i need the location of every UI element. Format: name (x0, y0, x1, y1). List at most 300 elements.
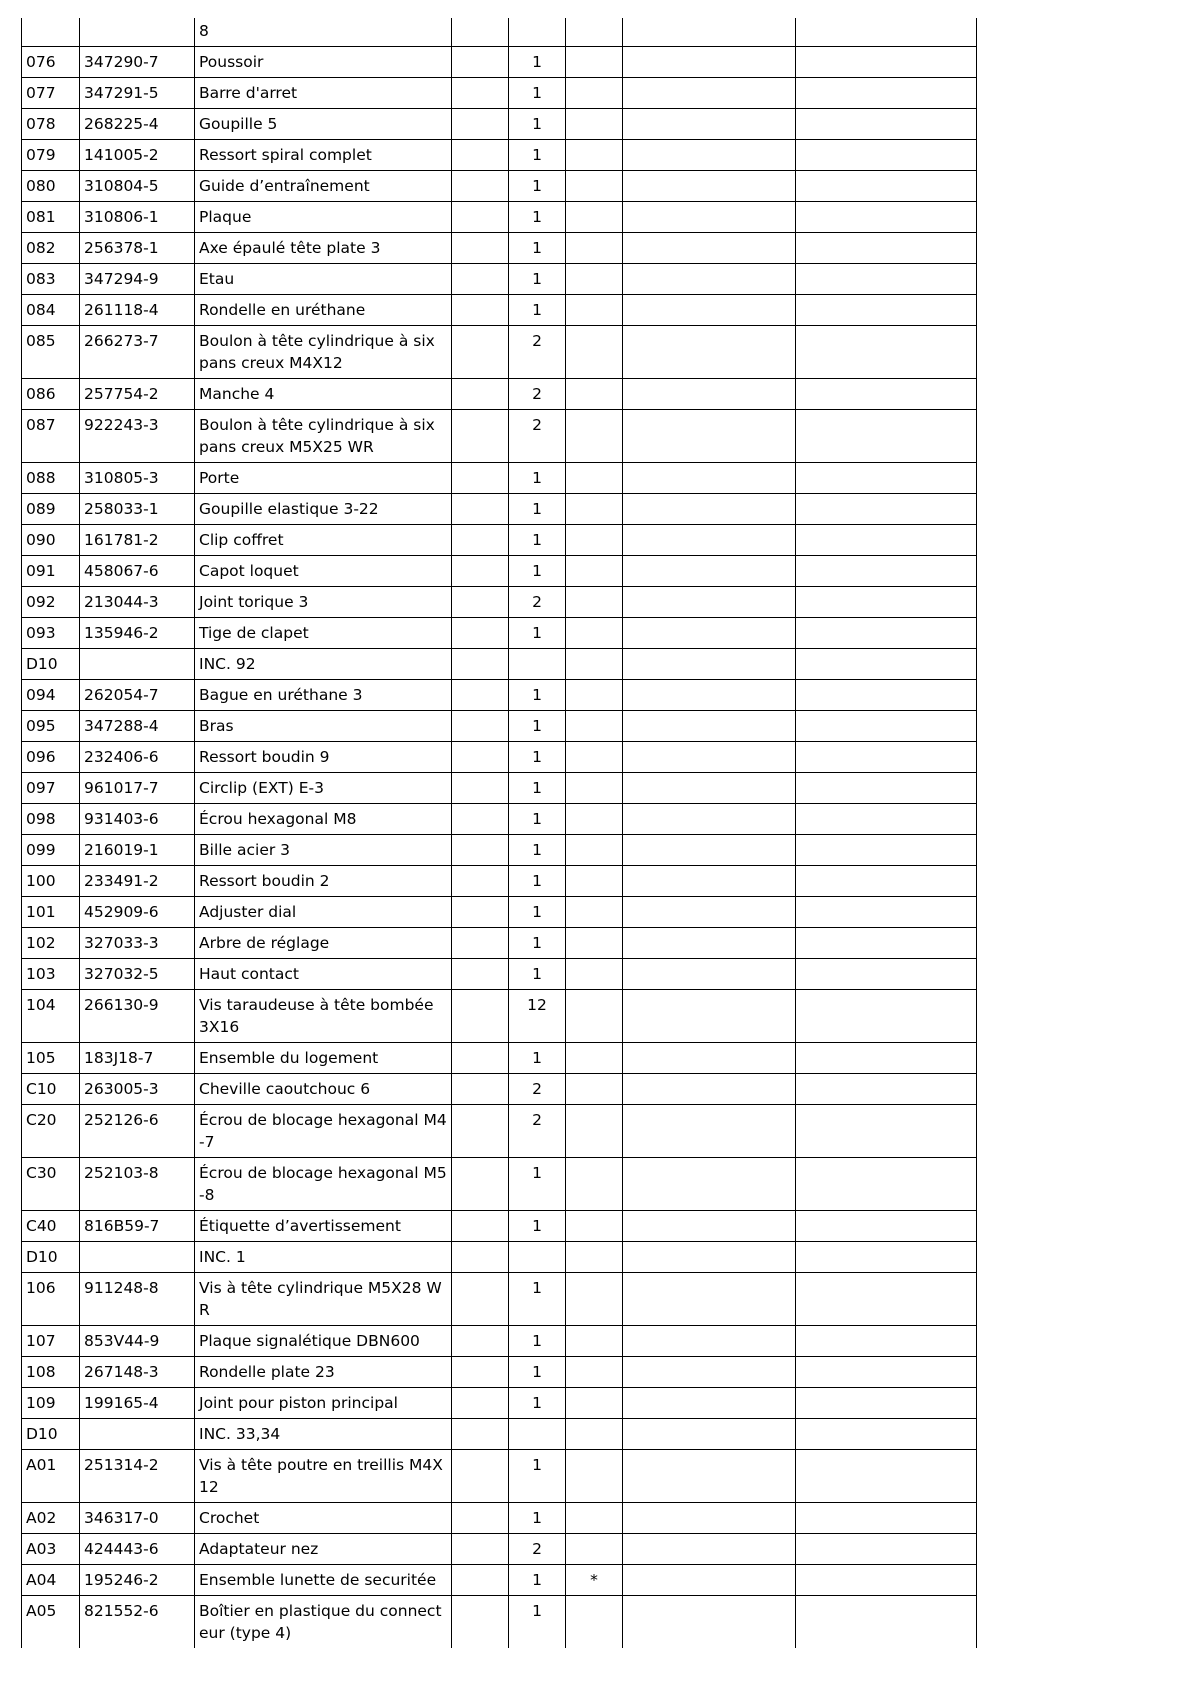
note-mark-cell (566, 379, 623, 410)
blank-cell (452, 1326, 509, 1357)
blank-cell (796, 295, 977, 326)
blank-cell (623, 1388, 796, 1419)
table-row (22, 1326, 977, 1357)
item-number-cell: 078 (22, 109, 80, 140)
part-number-cell: 266273-7 (80, 326, 195, 379)
blank-cell (623, 463, 796, 494)
description-cell: Adjuster dial (195, 897, 452, 928)
note-mark-cell (566, 1596, 623, 1649)
quantity-cell: 1 (509, 1388, 566, 1419)
blank-cell (796, 1158, 977, 1211)
blank-cell (452, 1357, 509, 1388)
table-row (22, 1158, 977, 1211)
blank-cell (796, 680, 977, 711)
blank-cell (452, 1242, 509, 1273)
description-cell: Vis à tête cylindrique M5X28 WR (195, 1273, 452, 1326)
table-row (22, 1043, 977, 1074)
description-cell: Rondelle plate 23 (195, 1357, 452, 1388)
blank-cell (452, 1043, 509, 1074)
part-number-cell: 252126-6 (80, 1105, 195, 1158)
table-row (22, 233, 977, 264)
part-number-cell: 252103-8 (80, 1158, 195, 1211)
table-row (22, 1074, 977, 1105)
blank-cell (452, 494, 509, 525)
blank-cell (452, 295, 509, 326)
quantity-cell: 1 (509, 295, 566, 326)
description-cell: Ressort boudin 2 (195, 866, 452, 897)
table-row (22, 990, 977, 1043)
note-mark-cell (566, 233, 623, 264)
table-row (22, 897, 977, 928)
description-cell: Ensemble lunette de securitée (195, 1565, 452, 1596)
blank-cell (623, 525, 796, 556)
blank-cell (452, 326, 509, 379)
part-number-cell: 310806-1 (80, 202, 195, 233)
note-mark-cell (566, 1043, 623, 1074)
blank-cell (452, 556, 509, 587)
table-row (22, 556, 977, 587)
part-number-cell: 346317-0 (80, 1503, 195, 1534)
item-number-cell: 084 (22, 295, 80, 326)
blank-cell (796, 1534, 977, 1565)
blank-cell (623, 1596, 796, 1649)
blank-cell (796, 1357, 977, 1388)
blank-cell (623, 866, 796, 897)
note-mark-cell (566, 171, 623, 202)
quantity-cell: 1 (509, 264, 566, 295)
quantity-cell: 1 (509, 1503, 566, 1534)
part-number-cell: 232406-6 (80, 742, 195, 773)
blank-cell (796, 866, 977, 897)
item-number-cell: A02 (22, 1503, 80, 1534)
quantity-cell: 2 (509, 1074, 566, 1105)
quantity-cell: 1 (509, 233, 566, 264)
blank-cell (796, 233, 977, 264)
table-row (22, 959, 977, 990)
part-number-cell: 853V44-9 (80, 1326, 195, 1357)
item-number-cell (22, 18, 80, 47)
item-number-cell: 090 (22, 525, 80, 556)
blank-cell (452, 47, 509, 78)
note-mark-cell (566, 202, 623, 233)
quantity-cell: 1 (509, 1273, 566, 1326)
note-mark-cell (566, 1326, 623, 1357)
part-number-cell: 258033-1 (80, 494, 195, 525)
part-number-cell: 251314-2 (80, 1450, 195, 1503)
table-row (22, 835, 977, 866)
description-cell: Bague en uréthane 3 (195, 680, 452, 711)
table-row (22, 866, 977, 897)
quantity-cell: 1 (509, 463, 566, 494)
blank-cell (623, 742, 796, 773)
blank-cell (796, 1242, 977, 1273)
table-row (22, 410, 977, 463)
quantity-cell: 1 (509, 171, 566, 202)
item-number-cell: 080 (22, 171, 80, 202)
blank-cell (623, 1105, 796, 1158)
blank-cell (452, 959, 509, 990)
quantity-cell: 1 (509, 773, 566, 804)
quantity-cell: 1 (509, 140, 566, 171)
blank-cell (623, 1419, 796, 1450)
part-number-cell: 458067-6 (80, 556, 195, 587)
note-mark-cell (566, 264, 623, 295)
blank-cell (623, 804, 796, 835)
table-row (22, 525, 977, 556)
quantity-cell: 1 (509, 556, 566, 587)
blank-cell (796, 649, 977, 680)
table-row (22, 1596, 977, 1649)
item-number-cell: C10 (22, 1074, 80, 1105)
blank-cell (796, 525, 977, 556)
part-number-cell: 347294-9 (80, 264, 195, 295)
blank-cell (623, 233, 796, 264)
quantity-cell: 2 (509, 1105, 566, 1158)
blank-cell (623, 990, 796, 1043)
item-number-cell: 091 (22, 556, 80, 587)
item-number-cell: D10 (22, 1419, 80, 1450)
blank-cell (623, 326, 796, 379)
description-cell: Poussoir (195, 47, 452, 78)
quantity-cell (509, 1419, 566, 1450)
item-number-cell: 077 (22, 78, 80, 109)
note-mark-cell (566, 1158, 623, 1211)
table-row (22, 1503, 977, 1534)
blank-cell (796, 742, 977, 773)
note-mark-cell: * (566, 1565, 623, 1596)
table-row (22, 1242, 977, 1273)
note-mark-cell (566, 959, 623, 990)
blank-cell (623, 1565, 796, 1596)
quantity-cell: 2 (509, 587, 566, 618)
table-row (22, 47, 977, 78)
table-row (22, 202, 977, 233)
description-cell: Bras (195, 711, 452, 742)
item-number-cell: 100 (22, 866, 80, 897)
part-number-cell: 922243-3 (80, 410, 195, 463)
item-number-cell: A05 (22, 1596, 80, 1649)
item-number-cell: 106 (22, 1273, 80, 1326)
description-cell: Capot loquet (195, 556, 452, 587)
quantity-cell: 1 (509, 928, 566, 959)
item-number-cell: 087 (22, 410, 80, 463)
blank-cell (623, 928, 796, 959)
blank-cell (796, 1273, 977, 1326)
note-mark-cell (566, 1388, 623, 1419)
part-number-cell (80, 1419, 195, 1450)
item-number-cell: C30 (22, 1158, 80, 1211)
quantity-cell: 1 (509, 680, 566, 711)
blank-cell (452, 1105, 509, 1158)
blank-cell (796, 959, 977, 990)
item-number-cell: 098 (22, 804, 80, 835)
item-number-cell: 092 (22, 587, 80, 618)
quantity-cell: 1 (509, 1043, 566, 1074)
description-cell: Boulon à tête cylindrique à six pans creux M4X12 (195, 326, 452, 379)
quantity-cell: 1 (509, 47, 566, 78)
description-cell: Clip coffret (195, 525, 452, 556)
table-row (22, 171, 977, 202)
item-number-cell: 081 (22, 202, 80, 233)
blank-cell (623, 379, 796, 410)
item-number-cell: 094 (22, 680, 80, 711)
blank-cell (796, 1419, 977, 1450)
note-mark-cell (566, 680, 623, 711)
quantity-cell: 1 (509, 897, 566, 928)
blank-cell (796, 379, 977, 410)
table-row (22, 680, 977, 711)
table-row (22, 379, 977, 410)
note-mark-cell (566, 494, 623, 525)
quantity-cell: 1 (509, 1326, 566, 1357)
part-number-cell: 135946-2 (80, 618, 195, 649)
quantity-cell: 1 (509, 711, 566, 742)
blank-cell (452, 897, 509, 928)
quantity-cell (509, 1242, 566, 1273)
blank-cell (452, 587, 509, 618)
item-number-cell: 097 (22, 773, 80, 804)
note-mark-cell (566, 1105, 623, 1158)
blank-cell (452, 618, 509, 649)
blank-cell (452, 990, 509, 1043)
description-cell: Plaque signalétique DBN600 (195, 1326, 452, 1357)
blank-cell (452, 1388, 509, 1419)
table-row (22, 1105, 977, 1158)
quantity-cell: 1 (509, 959, 566, 990)
blank-cell (623, 202, 796, 233)
part-number-cell: 821552-6 (80, 1596, 195, 1649)
blank-cell (452, 1074, 509, 1105)
description-cell: Boulon à tête cylindrique à six pans creux M5X25 WR (195, 410, 452, 463)
blank-cell (796, 1388, 977, 1419)
blank-cell (452, 233, 509, 264)
item-number-cell: 095 (22, 711, 80, 742)
blank-cell (623, 18, 796, 47)
part-number-cell: 183J18-7 (80, 1043, 195, 1074)
note-mark-cell (566, 1211, 623, 1242)
quantity-cell: 2 (509, 379, 566, 410)
blank-cell (796, 264, 977, 295)
blank-cell (796, 773, 977, 804)
part-number-cell: 257754-2 (80, 379, 195, 410)
description-cell: Cheville caoutchouc 6 (195, 1074, 452, 1105)
description-cell: Circlip (EXT) E-3 (195, 773, 452, 804)
blank-cell (623, 1503, 796, 1534)
quantity-cell (509, 18, 566, 47)
note-mark-cell (566, 1273, 623, 1326)
table-row (22, 1419, 977, 1450)
part-number-cell: 233491-2 (80, 866, 195, 897)
item-number-cell: 101 (22, 897, 80, 928)
blank-cell (623, 587, 796, 618)
table-row (22, 1565, 977, 1596)
blank-cell (796, 1043, 977, 1074)
blank-cell (452, 202, 509, 233)
note-mark-cell (566, 618, 623, 649)
item-number-cell: 079 (22, 140, 80, 171)
blank-cell (623, 1158, 796, 1211)
table-row (22, 1273, 977, 1326)
item-number-cell: 108 (22, 1357, 80, 1388)
table-row (22, 928, 977, 959)
blank-cell (452, 711, 509, 742)
blank-cell (796, 556, 977, 587)
blank-cell (452, 680, 509, 711)
item-number-cell: 076 (22, 47, 80, 78)
part-number-cell: 261118-4 (80, 295, 195, 326)
part-number-cell: 347291-5 (80, 78, 195, 109)
description-cell: Barre d'arret (195, 78, 452, 109)
table-row (22, 1211, 977, 1242)
note-mark-cell (566, 711, 623, 742)
description-cell: Écrou de blocage hexagonal M4-7 (195, 1105, 452, 1158)
blank-cell (452, 18, 509, 47)
blank-cell (623, 140, 796, 171)
part-number-cell: 961017-7 (80, 773, 195, 804)
note-mark-cell (566, 18, 623, 47)
description-cell: Boîtier en plastique du connecteur (type 4) (195, 1596, 452, 1649)
part-number-cell: 267148-3 (80, 1357, 195, 1388)
blank-cell (452, 1534, 509, 1565)
blank-cell (623, 1242, 796, 1273)
part-number-cell: 262054-7 (80, 680, 195, 711)
blank-cell (452, 649, 509, 680)
quantity-cell: 12 (509, 990, 566, 1043)
blank-cell (796, 463, 977, 494)
quantity-cell: 1 (509, 618, 566, 649)
quantity-cell: 1 (509, 1450, 566, 1503)
item-number-cell: C20 (22, 1105, 80, 1158)
note-mark-cell (566, 140, 623, 171)
blank-cell (623, 109, 796, 140)
item-number-cell: 102 (22, 928, 80, 959)
item-number-cell: A04 (22, 1565, 80, 1596)
part-number-cell: 263005-3 (80, 1074, 195, 1105)
part-number-cell: 452909-6 (80, 897, 195, 928)
blank-cell (623, 47, 796, 78)
blank-cell (452, 866, 509, 897)
blank-cell (796, 171, 977, 202)
description-cell: Étiquette d’avertissement (195, 1211, 452, 1242)
part-number-cell: 199165-4 (80, 1388, 195, 1419)
item-number-cell: 086 (22, 379, 80, 410)
note-mark-cell (566, 78, 623, 109)
note-mark-cell (566, 866, 623, 897)
blank-cell (623, 1074, 796, 1105)
part-number-cell: 347290-7 (80, 47, 195, 78)
table-row (22, 618, 977, 649)
description-cell: Écrou de blocage hexagonal M5-8 (195, 1158, 452, 1211)
quantity-cell (509, 649, 566, 680)
item-number-cell: 109 (22, 1388, 80, 1419)
blank-cell (452, 264, 509, 295)
note-mark-cell (566, 928, 623, 959)
blank-cell (623, 171, 796, 202)
blank-cell (452, 1419, 509, 1450)
blank-cell (796, 202, 977, 233)
part-number-cell: 256378-1 (80, 233, 195, 264)
quantity-cell: 1 (509, 1211, 566, 1242)
blank-cell (796, 1105, 977, 1158)
quantity-cell: 1 (509, 202, 566, 233)
blank-cell (796, 928, 977, 959)
part-number-cell: 327032-5 (80, 959, 195, 990)
item-number-cell: 089 (22, 494, 80, 525)
description-cell: Haut contact (195, 959, 452, 990)
blank-cell (452, 525, 509, 556)
description-cell: INC. 1 (195, 1242, 452, 1273)
blank-cell (623, 711, 796, 742)
blank-cell (452, 1565, 509, 1596)
quantity-cell: 1 (509, 866, 566, 897)
part-number-cell: 141005-2 (80, 140, 195, 171)
description-cell: Plaque (195, 202, 452, 233)
blank-cell (623, 680, 796, 711)
quantity-cell: 1 (509, 1565, 566, 1596)
table-row (22, 264, 977, 295)
blank-cell (452, 804, 509, 835)
blank-cell (452, 140, 509, 171)
quantity-cell: 1 (509, 109, 566, 140)
blank-cell (623, 618, 796, 649)
note-mark-cell (566, 410, 623, 463)
part-number-cell: 327033-3 (80, 928, 195, 959)
blank-cell (796, 1503, 977, 1534)
quantity-cell: 1 (509, 78, 566, 109)
description-cell: Goupille elastique 3-22 (195, 494, 452, 525)
blank-cell (452, 410, 509, 463)
part-number-cell: 266130-9 (80, 990, 195, 1043)
blank-cell (796, 1326, 977, 1357)
quantity-cell: 1 (509, 804, 566, 835)
table-row (22, 326, 977, 379)
table-row (22, 711, 977, 742)
table-row (22, 804, 977, 835)
item-number-cell: D10 (22, 1242, 80, 1273)
description-cell: Goupille 5 (195, 109, 452, 140)
part-number-cell (80, 18, 195, 47)
item-number-cell: 107 (22, 1326, 80, 1357)
quantity-cell: 1 (509, 835, 566, 866)
part-number-cell: 268225-4 (80, 109, 195, 140)
quantity-cell: 2 (509, 410, 566, 463)
blank-cell (452, 463, 509, 494)
table-row (22, 109, 977, 140)
item-number-cell: A03 (22, 1534, 80, 1565)
note-mark-cell (566, 525, 623, 556)
description-cell: 8 (195, 18, 452, 47)
item-number-cell: A01 (22, 1450, 80, 1503)
item-number-cell: 105 (22, 1043, 80, 1074)
description-cell: Crochet (195, 1503, 452, 1534)
blank-cell (796, 326, 977, 379)
item-number-cell: 099 (22, 835, 80, 866)
quantity-cell: 1 (509, 742, 566, 773)
note-mark-cell (566, 742, 623, 773)
note-mark-cell (566, 1450, 623, 1503)
blank-cell (623, 649, 796, 680)
description-cell: Bille acier 3 (195, 835, 452, 866)
description-cell: Adaptateur nez (195, 1534, 452, 1565)
blank-cell (796, 494, 977, 525)
blank-cell (623, 264, 796, 295)
item-number-cell: C40 (22, 1211, 80, 1242)
item-number-cell: 088 (22, 463, 80, 494)
note-mark-cell (566, 1534, 623, 1565)
blank-cell (796, 78, 977, 109)
table-row (22, 773, 977, 804)
part-number-cell: 911248-8 (80, 1273, 195, 1326)
